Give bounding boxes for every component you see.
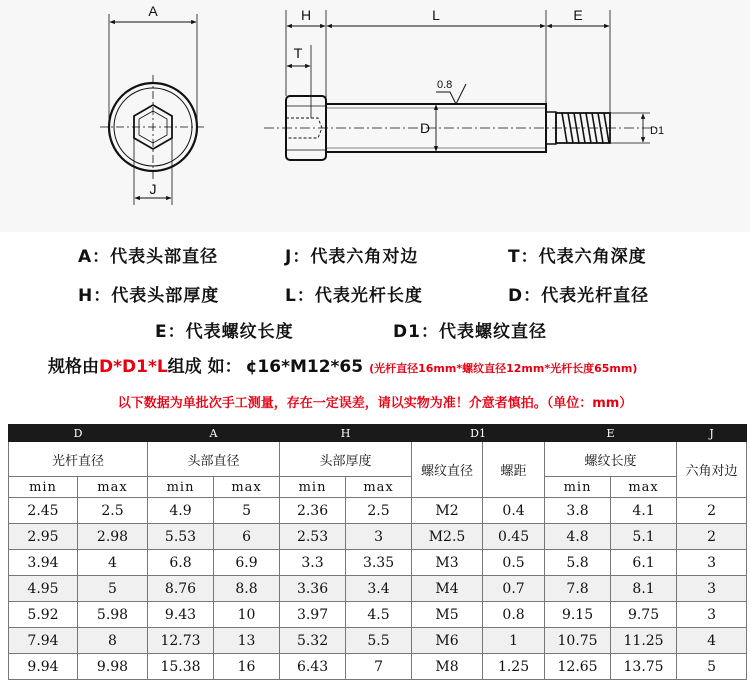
label-D1: D1 (650, 125, 665, 137)
header-E: E (545, 425, 677, 442)
table-cell: 2 (677, 524, 747, 550)
legend-A: A：代表头部直径 (78, 247, 219, 267)
table-cell: 3.35 (346, 550, 412, 576)
table-cell: 4.9 (148, 498, 214, 524)
bolt-side-view (264, 96, 660, 160)
table-cell: 10.75 (545, 628, 611, 654)
label-E: E (573, 7, 583, 23)
label-J: J (149, 181, 157, 197)
table-cell: 4 (677, 628, 747, 654)
legend-L: L：代表光杆长度 (285, 286, 423, 306)
table-cell: 4.95 (9, 576, 78, 602)
table-cell: 6.1 (611, 550, 677, 576)
table-cell: 16 (214, 654, 280, 680)
table-cell: 11.25 (611, 628, 677, 654)
table-row (9, 602, 747, 628)
table-cell: 4.5 (346, 602, 412, 628)
spec-explanation: (光杆直径16mm*螺纹直径12mm*光杆长度65mm) (369, 362, 638, 375)
subheader-thread-length: 螺纹长度 (545, 442, 677, 477)
subheader-head-thickness: 头部厚度 (280, 442, 412, 477)
table-cell: 0.7 (483, 576, 545, 602)
table-cell: 0.8 (483, 602, 545, 628)
table-cell: 9.98 (78, 654, 148, 680)
table-cell: 5 (78, 576, 148, 602)
spec-example: ¢16*M12*65 (245, 357, 364, 377)
letter-header-row (9, 425, 747, 442)
label-D: D (419, 120, 431, 136)
label-H: H (300, 7, 312, 23)
subheader-thread-pitch: 螺距 (483, 442, 545, 498)
table-cell: 5.32 (280, 628, 346, 654)
table-cell: 12.73 (148, 628, 214, 654)
table-cell: 4.8 (545, 524, 611, 550)
label-T: T (293, 45, 303, 61)
subheader-thread-diameter: 螺纹直径 (412, 442, 483, 498)
table-cell: 5 (214, 498, 280, 524)
name-header-row (9, 442, 747, 477)
table-cell: 3 (346, 524, 412, 550)
shoulder-bolt-technical-drawing (0, 0, 750, 232)
table-cell: 3.97 (280, 602, 346, 628)
table-cell: 2 (677, 498, 747, 524)
table-cell: 2.45 (9, 498, 78, 524)
table-cell: 13.75 (611, 654, 677, 680)
table-cell: 6 (214, 524, 280, 550)
table-cell: M8 (412, 654, 483, 680)
table-cell: M2 (412, 498, 483, 524)
table-row (9, 628, 747, 654)
table-cell: M3 (412, 550, 483, 576)
table-cell: M5 (412, 602, 483, 628)
min-label: min (9, 477, 78, 498)
table-cell: 3.3 (280, 550, 346, 576)
table-cell: 6.8 (148, 550, 214, 576)
measurement-notice: 以下数据为单批次手工测量，存在一定误差，请以实物为准！介意者慎拍。（单位：mm） (117, 396, 633, 411)
table-cell: M6 (412, 628, 483, 654)
table-cell: 5.92 (9, 602, 78, 628)
table-row (9, 524, 747, 550)
legend-D1: D1：代表螺纹直径 (393, 322, 547, 342)
table-cell: 8.1 (611, 576, 677, 602)
table-cell: 5.1 (611, 524, 677, 550)
table-cell: 7 (346, 654, 412, 680)
table-cell: 1.25 (483, 654, 545, 680)
table-cell: 5.8 (545, 550, 611, 576)
table-cell: 8 (78, 628, 148, 654)
legend-H: H：代表头部厚度 (78, 286, 220, 306)
table-cell: 0.4 (483, 498, 545, 524)
table-row (9, 654, 747, 680)
header-J: J (677, 425, 747, 442)
table-cell: 15.38 (148, 654, 214, 680)
minmax-header-row (9, 477, 747, 498)
table-cell: 5.98 (78, 602, 148, 628)
table-cell: 10 (214, 602, 280, 628)
table-cell: 3.4 (346, 576, 412, 602)
table-cell: 6.9 (214, 550, 280, 576)
header-D: D (9, 425, 148, 442)
spec-prefix: 规格由 (48, 357, 99, 377)
table-cell: 4 (78, 550, 148, 576)
legend-J: J：代表六角对边 (285, 247, 419, 267)
subheader-hex-across-flats: 六角对边 (677, 442, 747, 498)
header-H: H (280, 425, 412, 442)
table-cell: 5.5 (346, 628, 412, 654)
table-cell: 7.94 (9, 628, 78, 654)
table-cell: 3.94 (9, 550, 78, 576)
table-cell: 2.53 (280, 524, 346, 550)
table-cell: 13 (214, 628, 280, 654)
table-cell: 9.94 (9, 654, 78, 680)
table-cell: 3.8 (545, 498, 611, 524)
table-cell: 0.45 (483, 524, 545, 550)
subheader-head-diameter: 头部直径 (148, 442, 280, 477)
min-label: min (545, 477, 611, 498)
table-cell: 2.36 (280, 498, 346, 524)
legend-D: D：代表光杆直径 (508, 286, 650, 306)
table-cell: 3 (677, 602, 747, 628)
table-cell: 2.5 (78, 498, 148, 524)
table-cell: 8.8 (214, 576, 280, 602)
max-label: max (611, 477, 677, 498)
table-cell: 8.76 (148, 576, 214, 602)
table-cell: 2.5 (346, 498, 412, 524)
table-cell: 9.75 (611, 602, 677, 628)
header-D1: D1 (412, 425, 545, 442)
spec-suffix: 组成 如： (167, 357, 242, 377)
table-row (9, 550, 747, 576)
table-cell: 5 (677, 654, 747, 680)
table-cell: 2.98 (78, 524, 148, 550)
label-A: A (148, 3, 158, 19)
table-cell: M4 (412, 576, 483, 602)
table-cell: 2.95 (9, 524, 78, 550)
table-cell: 5.53 (148, 524, 214, 550)
roughness-label: 0.8 (437, 79, 453, 91)
spec-format-line (48, 352, 637, 377)
max-label: max (214, 477, 280, 498)
table-cell: 1 (483, 628, 545, 654)
spec-formula: D*D1*L (99, 357, 168, 377)
legend-T: T：代表六角深度 (508, 247, 647, 267)
table-cell: 3.36 (280, 576, 346, 602)
table-cell: 6.43 (280, 654, 346, 680)
table-cell: 3 (677, 550, 747, 576)
label-L: L (432, 7, 440, 23)
table-row (9, 576, 747, 602)
table-cell: M2.5 (412, 524, 483, 550)
table-cell: 3 (677, 576, 747, 602)
table-cell: 7.8 (545, 576, 611, 602)
table-cell: 9.43 (148, 602, 214, 628)
legend-E: E：代表螺纹长度 (155, 322, 294, 342)
min-label: min (280, 477, 346, 498)
table-cell: 0.5 (483, 550, 545, 576)
subheader-shank-diameter: 光杆直径 (9, 442, 148, 477)
size-spec-table (8, 424, 747, 680)
min-label: min (148, 477, 214, 498)
table-cell: 12.65 (545, 654, 611, 680)
table-cell: 9.15 (545, 602, 611, 628)
table-cell: 4.1 (611, 498, 677, 524)
header-A: A (148, 425, 280, 442)
max-label: max (78, 477, 148, 498)
max-label: max (346, 477, 412, 498)
table-row (9, 498, 747, 524)
head-end-view (100, 75, 206, 180)
